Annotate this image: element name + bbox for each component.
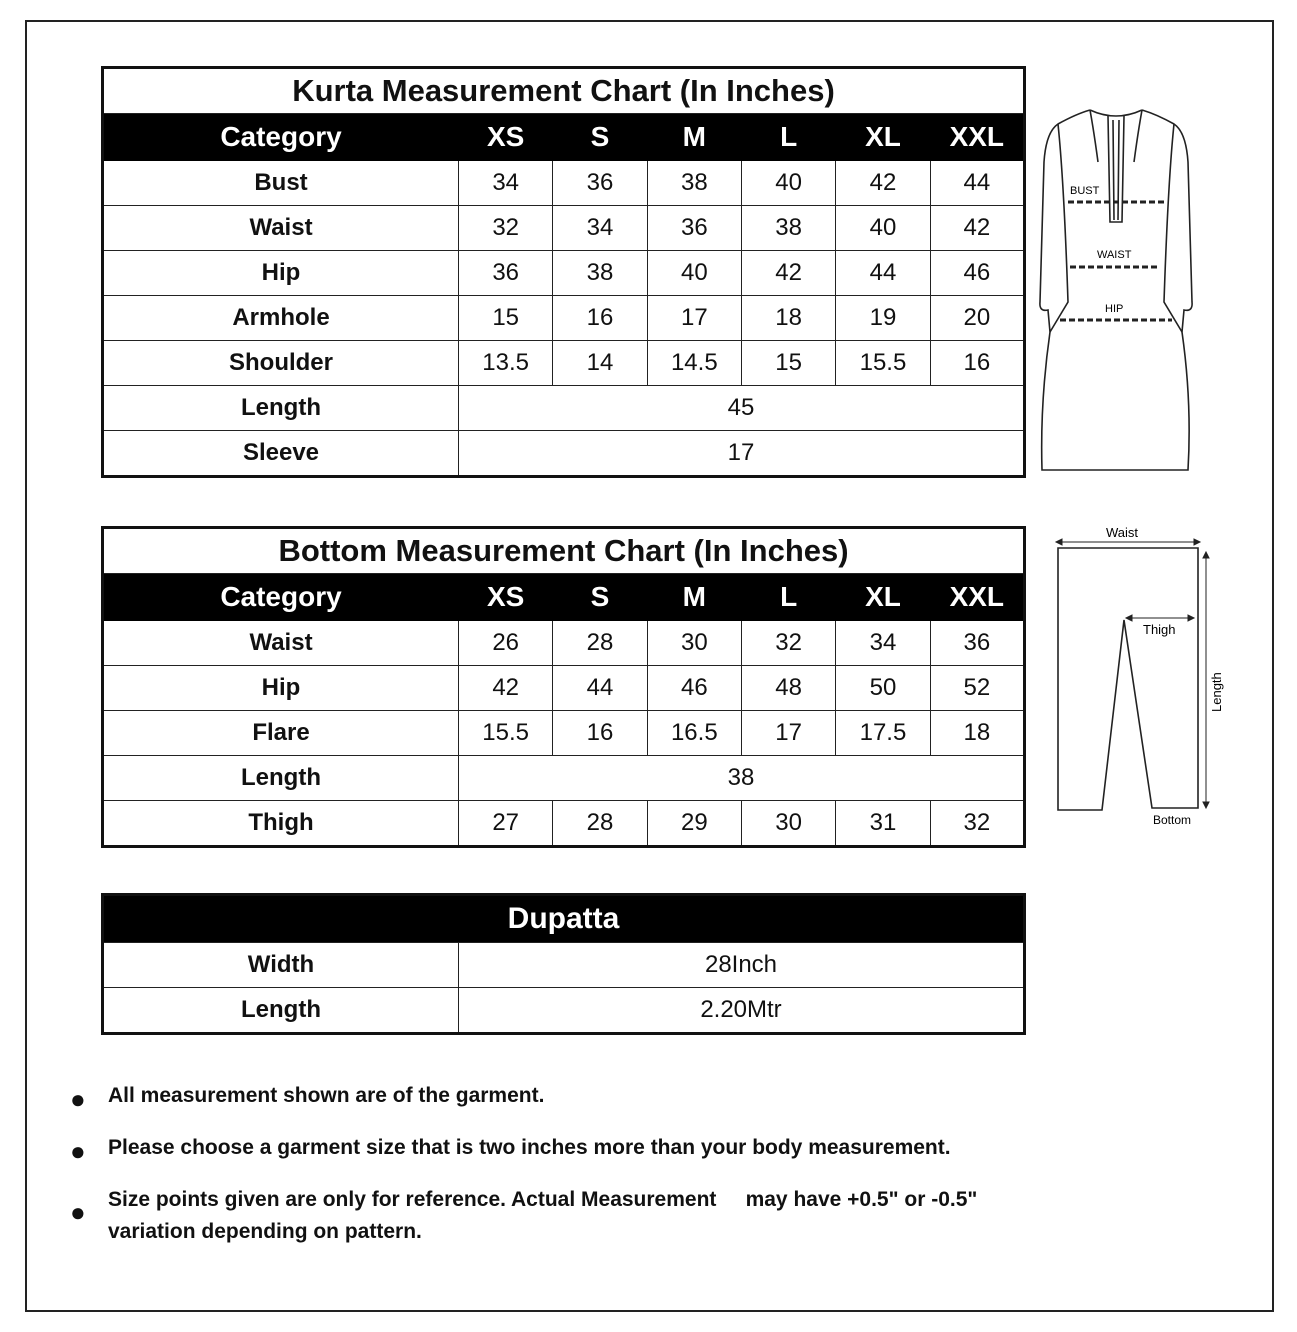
header-l: L: [741, 114, 835, 161]
header-m: M: [647, 114, 741, 161]
row-label: Flare: [103, 711, 459, 756]
cell: 36: [459, 251, 553, 296]
cell: 44: [836, 251, 930, 296]
row-label: Width: [103, 943, 459, 988]
list-item: [70, 1080, 1030, 1118]
table-row: [103, 801, 1025, 847]
cell: 16.5: [647, 711, 741, 756]
header-m: M: [647, 574, 741, 621]
hip-label: HIP: [1105, 303, 1124, 315]
note-text: Please choose a garment size that is two inches more than your body measurement.: [108, 1136, 951, 1159]
cell: 50: [836, 666, 930, 711]
table-row: [103, 251, 1025, 296]
pant-thigh-label: Thigh: [1143, 622, 1176, 637]
header-xxl: XXL: [930, 574, 1024, 621]
cell: 26: [459, 621, 553, 666]
row-label: Length: [103, 988, 459, 1034]
row-label: Waist: [103, 621, 459, 666]
cell: 15.5: [459, 711, 553, 756]
header-category: Category: [103, 574, 459, 621]
cell: 36: [553, 161, 647, 206]
cell: 32: [741, 621, 835, 666]
cell: 18: [741, 296, 835, 341]
kurta-outline: [1040, 110, 1192, 470]
bottom-measurement-table: [101, 526, 1026, 848]
cell: 14: [553, 341, 647, 386]
header-l: L: [741, 574, 835, 621]
cell: 19: [836, 296, 930, 341]
kurta-header-row: [103, 114, 1025, 161]
pant-waist-label: Waist: [1106, 525, 1139, 540]
cell: 44: [553, 666, 647, 711]
cell: 15.5: [836, 341, 930, 386]
pant-illustration: [1050, 522, 1230, 832]
cell: 34: [553, 206, 647, 251]
cell: 38: [647, 161, 741, 206]
cell: 38: [553, 251, 647, 296]
row-label: Length: [103, 756, 459, 801]
row-label: Armhole: [103, 296, 459, 341]
cell: 31: [836, 801, 930, 847]
row-label: Hip: [103, 251, 459, 296]
cell: 14.5: [647, 341, 741, 386]
row-label: Hip: [103, 666, 459, 711]
bullet-icon: ●: [70, 1084, 86, 1114]
table-row: [103, 711, 1025, 756]
kurta-diagram: [1036, 102, 1196, 477]
cell: 42: [836, 161, 930, 206]
header-category: Category: [103, 114, 459, 161]
table-row: [103, 756, 1025, 801]
pant-bottom-label: Bottom: [1153, 813, 1192, 827]
table-row: [103, 431, 1025, 477]
cell: 15: [741, 341, 835, 386]
row-label: Thigh: [103, 801, 459, 847]
cell: 2.20Mtr: [459, 988, 1025, 1034]
pant-outline: [1058, 548, 1198, 810]
cell: 42: [741, 251, 835, 296]
bullet-icon: ●: [70, 1136, 86, 1166]
cell: 29: [647, 801, 741, 847]
cell: 30: [647, 621, 741, 666]
cell: 36: [647, 206, 741, 251]
cell: 40: [647, 251, 741, 296]
cell: 34: [836, 621, 930, 666]
bottom-table-title: Bottom Measurement Chart (In Inches): [103, 528, 1025, 574]
row-label: Waist: [103, 206, 459, 251]
table-row: [103, 988, 1025, 1034]
table-row: [103, 206, 1025, 251]
cell: 42: [459, 666, 553, 711]
cell: 36: [930, 621, 1024, 666]
cell: 46: [647, 666, 741, 711]
cell: 17: [741, 711, 835, 756]
cell: 38: [459, 756, 1025, 801]
cell: 16: [553, 711, 647, 756]
cell: 40: [741, 161, 835, 206]
cell: 48: [741, 666, 835, 711]
table-row: [103, 296, 1025, 341]
dupatta-table-title: Dupatta: [103, 895, 1025, 943]
cell: 16: [930, 341, 1024, 386]
cell: 32: [459, 206, 553, 251]
table-row: [103, 621, 1025, 666]
cell: 45: [459, 386, 1025, 431]
cell: 30: [741, 801, 835, 847]
cell: 20: [930, 296, 1024, 341]
kurta-illustration: [1036, 102, 1196, 477]
header-xs: XS: [459, 574, 553, 621]
cell: 28: [553, 621, 647, 666]
cell: 16: [553, 296, 647, 341]
bottom-header-row: [103, 574, 1025, 621]
note-text: Size points given are only for reference. Actual Measurement may have +0.5" or -0.5" variation depending on pattern.: [108, 1188, 984, 1243]
cell: 15: [459, 296, 553, 341]
cell: 40: [836, 206, 930, 251]
list-item: [70, 1132, 1030, 1170]
header-xxl: XXL: [930, 114, 1024, 161]
cell: 17: [647, 296, 741, 341]
cell: 46: [930, 251, 1024, 296]
cell: 28: [553, 801, 647, 847]
waist-label: WAIST: [1097, 249, 1132, 261]
kurta-measurement-table: [101, 66, 1026, 478]
table-row: [103, 341, 1025, 386]
pant-length-label: Length: [1209, 672, 1224, 712]
cell: 34: [459, 161, 553, 206]
kurta-table-title: Kurta Measurement Chart (In Inches): [103, 68, 1025, 114]
cell: 52: [930, 666, 1024, 711]
table-row: [103, 943, 1025, 988]
table-row: [103, 386, 1025, 431]
cell: 18: [930, 711, 1024, 756]
header-s: S: [553, 114, 647, 161]
cell: 44: [930, 161, 1024, 206]
table-row: [103, 161, 1025, 206]
note-text: All measurement shown are of the garment.: [108, 1084, 545, 1107]
row-label: Shoulder: [103, 341, 459, 386]
cell: 17: [459, 431, 1025, 477]
header-xs: XS: [459, 114, 553, 161]
cell: 38: [741, 206, 835, 251]
list-item: [70, 1184, 1030, 1248]
cell: 28Inch: [459, 943, 1025, 988]
cell: 17.5: [836, 711, 930, 756]
row-label: Sleeve: [103, 431, 459, 477]
header-xl: XL: [836, 574, 930, 621]
header-xl: XL: [836, 114, 930, 161]
pant-diagram: [1050, 522, 1230, 832]
bust-label: BUST: [1070, 185, 1100, 197]
dupatta-table: [101, 893, 1026, 1035]
bullet-icon: ●: [70, 1197, 86, 1227]
row-label: Length: [103, 386, 459, 431]
header-s: S: [553, 574, 647, 621]
notes-list: [70, 1080, 1030, 1262]
cell: 42: [930, 206, 1024, 251]
row-label: Bust: [103, 161, 459, 206]
cell: 32: [930, 801, 1024, 847]
table-row: [103, 666, 1025, 711]
cell: 13.5: [459, 341, 553, 386]
cell: 27: [459, 801, 553, 847]
